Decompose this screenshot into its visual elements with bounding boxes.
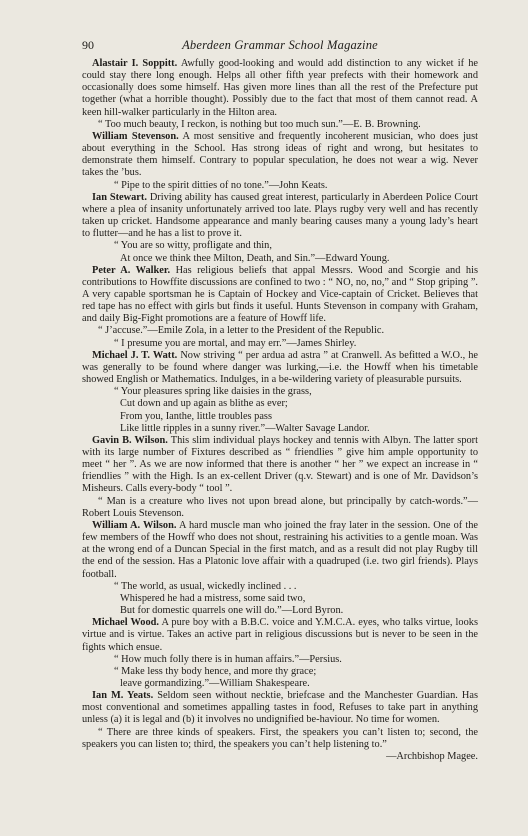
entry-paragraph	[82, 58, 478, 119]
entry-name: William A. Wilson.	[92, 519, 177, 531]
page-number: 90	[82, 38, 94, 52]
entry-text: Has religious beliefs that appal Messrs. Wood and Scorgie and his contributions to Howffite discussions are confined to two : “ NO, no, no,” and “ Stop griping ”. A very capable sportsman he is Captain of Hockey and Vice-captain of Cricket. Believes that red tape has no effect with girls but finds it useful. Hunts Stevenson in company with Graham, and daily Big-Fight promotions are a feature of Howff life.	[82, 264, 478, 325]
entry-name: Alastair I. Soppitt.	[92, 58, 178, 69]
entry-text: Seldom seen without necktie, briefcase and the Manchester Guardian. Has most conventional and sometimes appalling tastes in food, Refuses to take part in anything unless (a) it is legal and (b) it involves no undignified be-haviour. No time for women.	[82, 690, 478, 726]
entry-text: A most sensitive and frequently incoherent musician, who does just about everything in the School. Has strong ideas of right and wrong, but hesitates to demonstrate them himself. Contrary to popular speculation, he does not wear a wig. Never takes the ’bus.	[82, 130, 479, 179]
entry-text: Awfully good-looking and would add distinction to any wicket if he could stay there long enough. Helps all other fifth year prefects with their homework and occasionally does some himself. Has given more lines than all the rest of the Prefecture put together (what a horrible thought). Possibly due to the fact that most of them cannot read. A keen hill-walker particularly in the Hilton area.	[82, 58, 478, 118]
verse-line: “ Make less thy body hence, and more thy grace;	[114, 665, 317, 677]
entry-text: A hard muscle man who joined the fray later in the session. One of the few members of the Howff who does not shout, restraining his activities to a gentle moan. Was at the wrong end of a Duncan Special in the first match, and as a result did not play Rugby till the end of the session. Has a Platonic love affair with a quadruped (i.e. two girl friends). Plays football.	[82, 519, 478, 580]
entry-name: William Stevenson.	[92, 130, 179, 142]
running-title: Aberdeen Grammar School Magazine	[182, 38, 378, 52]
entry-paragraph	[82, 350, 478, 386]
verse-line: “ You are so witty, profligate and thin,	[114, 240, 272, 252]
entry-paragraph	[82, 192, 478, 241]
verse-line: At once we think thee Milton, Death, and Sin.”—Edward Young.	[120, 252, 390, 264]
verse-line: “ I presume you are mortal, and may err.”—James Shirley.	[114, 337, 357, 349]
entry-name: Michael J. T. Watt.	[92, 349, 178, 361]
verse-line: From you, Ianthe, little troubles pass	[120, 410, 272, 422]
verse-line: leave gormandizing.”—William Shakespeare.	[120, 677, 310, 689]
entry-name: Ian M. Yeats.	[92, 690, 154, 702]
verse-line: But for domestic quarrels one will do.”—Lord Byron.	[120, 605, 344, 617]
verse-line: “ How much folly there is in human affairs.”—Persius.	[114, 653, 342, 665]
verse-line: “ Pipe to the spirit ditties of no tone.”—John Keats.	[114, 179, 328, 191]
entry-name: Ian Stewart.	[92, 191, 147, 203]
entry-paragraph	[82, 520, 478, 581]
page-header	[82, 38, 478, 54]
entry-text: A pure boy with a B.B.C. voice and Y.M.C.A. eyes, who talks virtue, looks virtue and is virtue. Takes an active part in religious discussions but is never to be seen in the fights which ensue.	[82, 617, 478, 653]
verse-line: Whispered he had a mistress, some said two,	[120, 592, 306, 604]
entry-paragraph	[82, 131, 478, 180]
entry-name: Peter A. Walker.	[92, 264, 171, 276]
attribution: —Archbishop Magee.	[386, 750, 478, 762]
entry-paragraph	[82, 435, 478, 496]
quotation: “ Man is a creature who lives not upon bread alone, but principally by catch-words.”—Robert Louis Stevenson.	[82, 495, 478, 519]
entry-text: Driving ability has caused great interest, particularly in Aberdeen Police Court where a plea of insanity unfortunately arrived too late. Plays rugby very well and has recently taken up cricket. Handsome appearance and manly bearing causes many a young lady’s heart to flutter—and he has a list to prove it.	[82, 191, 478, 240]
verse-line: Like little ripples in a sunny river.”—Walter Savage Landor.	[120, 422, 370, 434]
entry-paragraph	[82, 690, 478, 726]
entry-paragraph	[82, 617, 478, 653]
entry-name: Michael Wood.	[92, 617, 159, 629]
quotation: “ Too much beauty, I reckon, is nothing but too much sun.”—E. B. Browning.	[98, 118, 421, 130]
entry-paragraph	[82, 265, 478, 326]
verse-line: “ The world, as usual, wickedly inclined . . .	[114, 580, 297, 592]
verse-line: Cut down and up again as blithe as ever;	[120, 398, 288, 410]
verse-line: “ Your pleasures spring like daisies in the grass,	[114, 386, 312, 398]
entry-text: Now striving “ per ardua ad astra ” at Cranwell. As befitted a W.O., he was generally to be found where danger was lurking,—i.e. the Howff when his timetable showed English or Mathematics. Indulges, in a be-wildering variety of pleasurable pursuits.	[82, 349, 478, 386]
quotation: “ There are three kinds of speakers. First, the speakers you can’t listen to; second, the speakers you can listen to; third, the speakers you can’t help listening to.”	[82, 726, 478, 750]
entry-text: This slim individual plays hockey and tennis with Albyn. The latter sport with its large number of Fixtures described as “ friendlies ” give him ample opportunity to meet “ her ”. As we are now informed that there is another “ her ” we expect an increase in “ friendlies ” with the High. Is an ex-cellent Driver (q.v. Stewart) and is one of Mr. Davidson’s Misheurs. Calls every-body “ tool ”.	[82, 434, 478, 495]
quotation: “ J’accuse.”—Emile Zola, in a letter to the President of the Republic.	[98, 325, 385, 337]
article-body	[82, 58, 478, 763]
entry-name: Gavin B. Wilson.	[92, 434, 168, 446]
